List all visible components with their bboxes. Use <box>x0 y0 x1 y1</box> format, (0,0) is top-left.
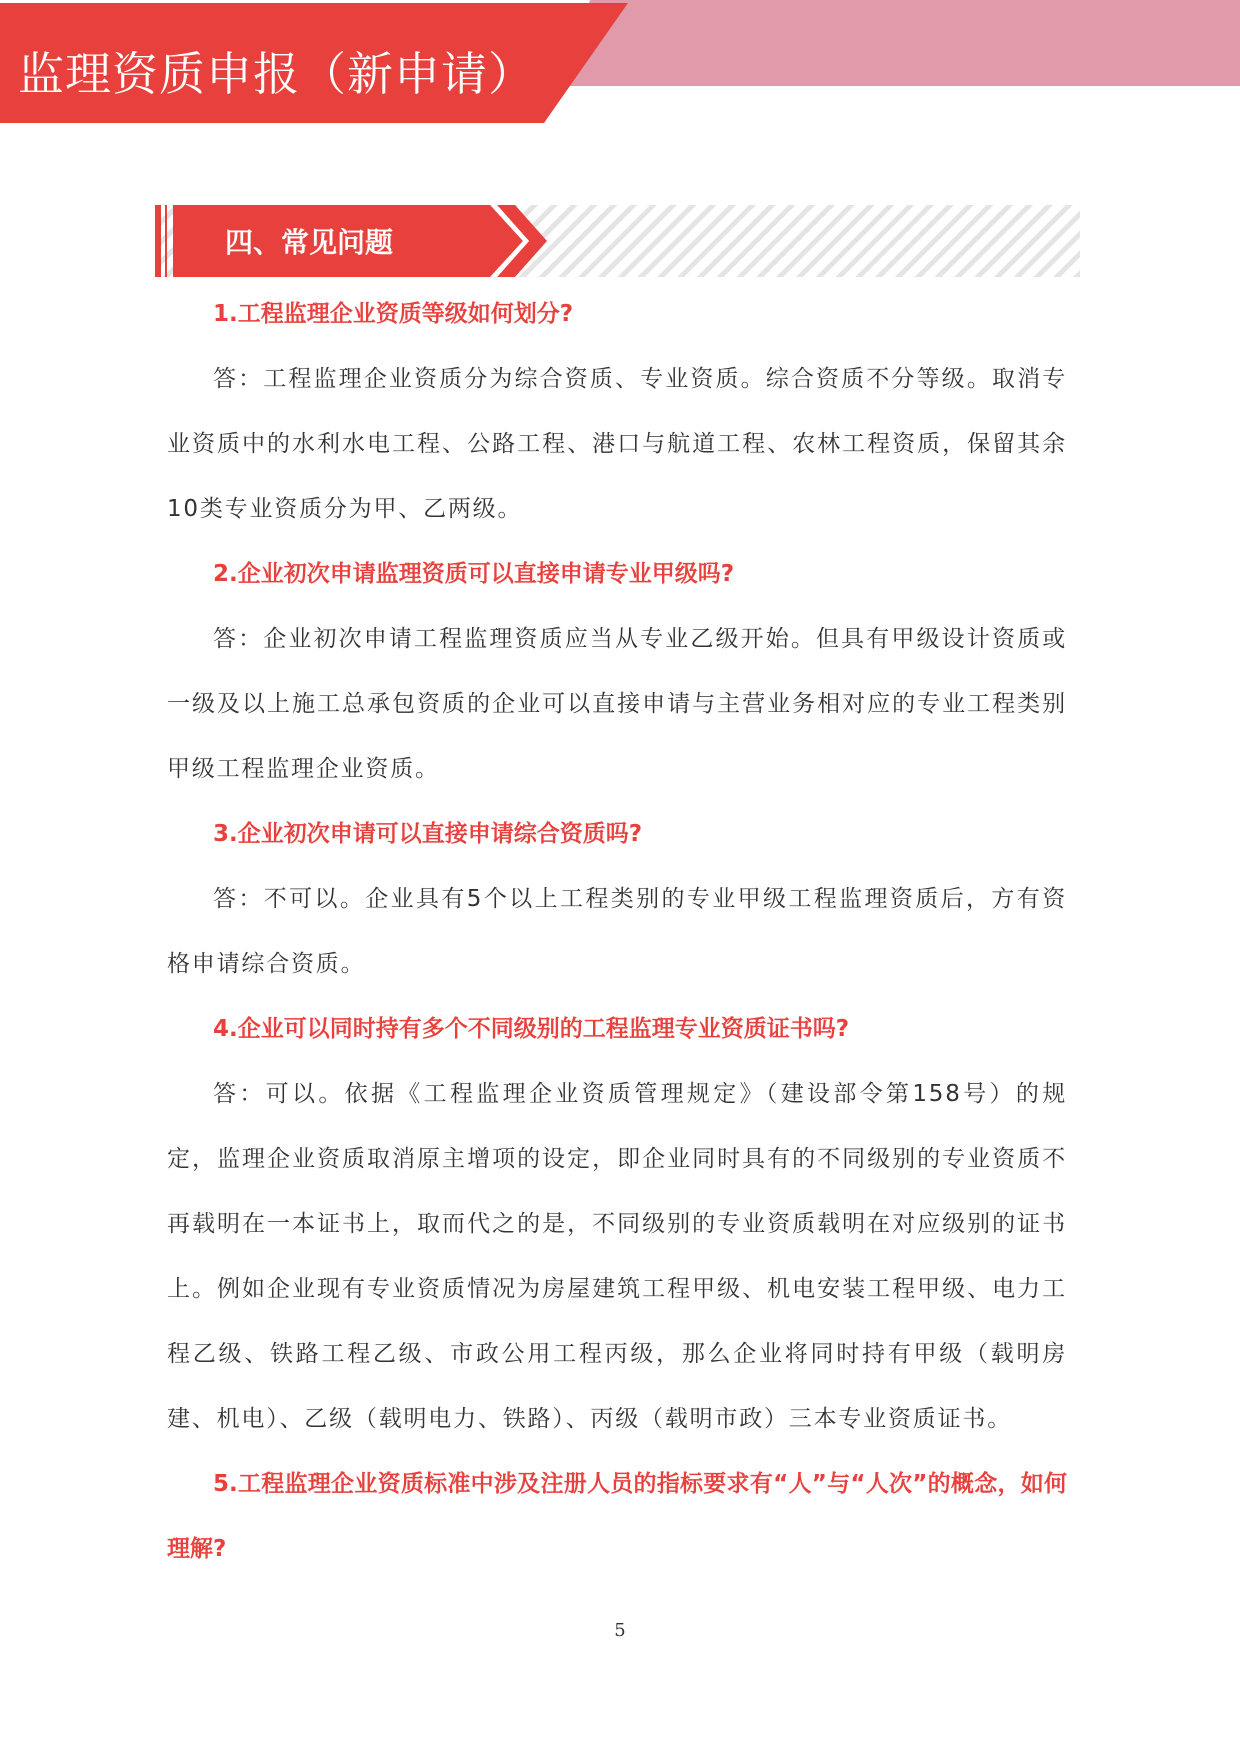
faq-question-5: 5.工程监理企业资质标准中涉及注册人员的指标要求有“人”与“人次”的概念，如何理解? <box>167 1471 1067 1562</box>
faq-question-3: 3.企业初次申请可以直接申请综合资质吗? <box>213 821 643 847</box>
section-title: 四、常见问题 <box>225 226 394 259</box>
faq-answer-3: 答：不可以。企业具有5个以上工程类别的专业甲级工程监理资质后，方有资格申请综合资质。 <box>167 886 1067 977</box>
header-banner <box>0 0 1240 125</box>
faq-answer-1: 答：工程监理企业资质分为综合资质、专业资质。综合资质不分等级。取消专业资质中的水利水电工程、公路工程、港口与航道工程、农林工程资质，保留其余10类专业资质分为甲、乙两级。 <box>167 366 1067 522</box>
faq-answer-2: 答：企业初次申请工程监理资质应当从专业乙级开始。但具有甲级设计资质或一级及以上施工总承包资质的企业可以直接申请与主营业务相对应的专业工程类别甲级工程监理企业资质。 <box>167 626 1067 782</box>
section-heading <box>155 205 1080 277</box>
faq-question-2: 2.企业初次申请监理资质可以直接申请专业甲级吗? <box>213 561 735 587</box>
page-number: 5 <box>614 1620 626 1641</box>
page-title: 监理资质申报（新申请） <box>18 47 535 101</box>
faq-answer-4: 答：可以。依据《工程监理企业资质管理规定》（建设部令第158号）的规定，监理企业资质取消原主增项的设定，即企业同时具有的不同级别的专业资质不再载明在一本证书上，取而代之的是，不同级别的专业资质载明在对应级别的证书上。例如企业现有专业资质情况为房屋建筑工程甲级、机电安装工程甲级、电力工程乙级、铁路工程乙级、市政公用工程丙级，那么企业将同时持有甲级（载明房建、机电）、乙级（载明电力、铁路）、丙级（载明市政）三本专业资质证书。 <box>167 1081 1067 1432</box>
faq-question-4: 4.企业可以同时持有多个不同级别的工程监理专业资质证书吗? <box>213 1016 850 1042</box>
faq-question-1: 1.工程监理企业资质等级如何划分? <box>213 301 574 327</box>
faq-content <box>167 282 1067 1582</box>
